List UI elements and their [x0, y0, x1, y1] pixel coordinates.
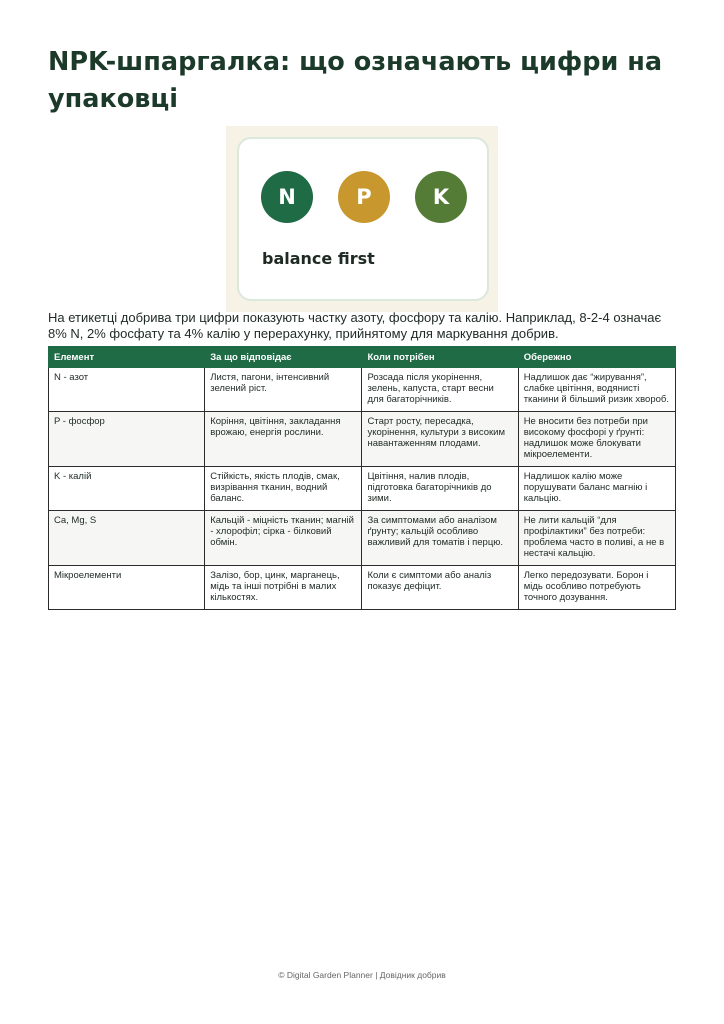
potassium-badge: K — [415, 171, 467, 223]
page-footer: © Digital Garden Planner | Довідник добрив — [278, 970, 446, 980]
table-cell: Старт росту, пересадка, укорінення, культури з високим навантаженням плодами. — [362, 412, 518, 467]
table-cell: Кальцій - міцність тканин; магній - хлорофіл; сірка - білковий обмін. — [205, 511, 362, 566]
table-cell: Надлишок калію може порушувати баланс магнію і кальцію. — [518, 467, 675, 511]
table-cell: Стійкість, якість плодів, смак, визрівання тканин, водний баланс. — [205, 467, 362, 511]
table-cell: Коріння, цвітіння, закладання врожаю, енергія рослини. — [205, 412, 362, 467]
table-row — [49, 511, 676, 566]
npk-table — [48, 346, 676, 610]
table-cell: Залізо, бор, цинк, марганець, мідь та інші потрібні в малих кількостях. — [205, 566, 362, 610]
table-cell: K - калій — [49, 467, 205, 511]
table-row — [49, 566, 676, 610]
table-cell: Листя, пагони, інтенсивний зелений ріст. — [205, 368, 362, 412]
table-row — [49, 412, 676, 467]
table-cell: За симптомами або аналізом ґрунту; кальцій особливо важливий для томатів і перцю. — [362, 511, 518, 566]
column-header-when-needed: Коли потрібен — [362, 347, 518, 368]
phosphorus-badge: P — [338, 171, 390, 223]
column-header-element: Елемент — [49, 347, 205, 368]
table-cell: Ca, Mg, S — [49, 511, 205, 566]
table-cell: Не лити кальцій “для профілактики” без потреби: проблема часто в поливі, а не в нестачі кальцію. — [518, 511, 675, 566]
table-row — [49, 368, 676, 412]
column-header-caution: Обережно — [518, 347, 675, 368]
npk-illustration — [226, 126, 498, 312]
table-cell: Коли є симптоми або аналіз показує дефіцит. — [362, 566, 518, 610]
table-cell: Розсада після укорінення, зелень, капуста, старт весни для багаторічників. — [362, 368, 518, 412]
page-title: NPK-шпаргалка: що означають цифри на упаковці — [48, 47, 663, 114]
table-cell: N - азот — [49, 368, 205, 412]
tagline: balance first — [262, 249, 375, 268]
table-cell: Мікроелементи — [49, 566, 205, 610]
table-cell: Цвітіння, налив плодів, підготовка багаторічників до зими. — [362, 467, 518, 511]
table-header-row — [49, 347, 676, 368]
table-cell: Легко передозувати. Борон і мідь особливо потребують точного дозування. — [518, 566, 675, 610]
intro-paragraph: На етикетці добрива три цифри показують частку азоту, фосфору та калію. Наприклад, 8-2-4 означає 8% N, 2% фосфату та 4% калію у перерахунку, прийнятому для маркування добрив. — [48, 310, 662, 341]
npk-card — [237, 137, 489, 301]
table-row — [49, 467, 676, 511]
table-cell: Не вносити без потреби при високому фосфорі у ґрунті: надлишок може блокувати мікроелементи. — [518, 412, 675, 467]
table-cell: Надлишок дає “жирування”, слабке цвітіння, водянисті тканини й більший ризик хвороб. — [518, 368, 675, 412]
column-header-role: За що відповідає — [205, 347, 362, 368]
table-cell: P - фосфор — [49, 412, 205, 467]
nitrogen-badge: N — [261, 171, 313, 223]
